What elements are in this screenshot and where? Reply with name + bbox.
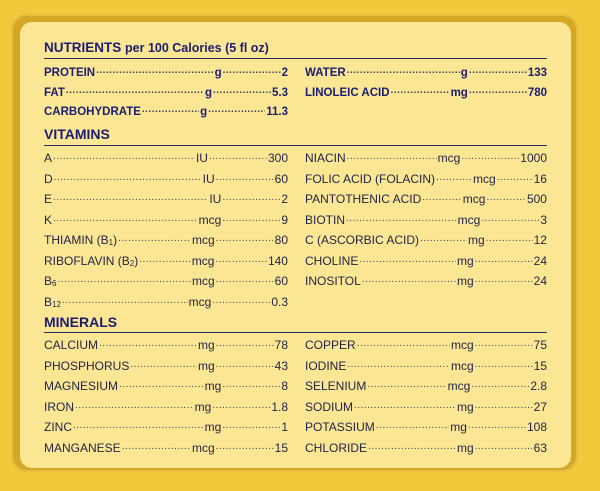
nutrient-row <box>305 416 547 434</box>
dot-leader <box>475 274 533 286</box>
nutrient-value: 2 <box>281 67 288 79</box>
dot-leader <box>357 338 450 350</box>
dot-leader <box>359 254 456 266</box>
dot-leader <box>216 359 274 371</box>
nutrient-row <box>44 334 288 352</box>
nutrient-value: 300 <box>267 151 288 165</box>
dot-leader <box>53 192 208 204</box>
nutrient-name-text: BIOTIN <box>305 212 346 227</box>
dot-leader <box>475 338 533 350</box>
nutrient-subscript: 2 <box>129 258 135 268</box>
nutrient-name <box>44 295 61 309</box>
nutrient-name <box>305 274 361 288</box>
divider-top <box>44 58 547 59</box>
nutrient-row <box>44 250 288 268</box>
nutrient-name <box>44 338 98 352</box>
nutrient-name <box>44 400 74 414</box>
nutrient-value: 780 <box>527 86 547 99</box>
nutrient-row <box>305 334 547 352</box>
dot-leader <box>391 85 450 97</box>
nutrient-name <box>44 379 118 393</box>
dot-leader <box>420 233 467 245</box>
nutrients-serving: per 100 Calories (5 fl oz) <box>125 41 269 55</box>
nutrient-value: 1.8 <box>271 399 288 414</box>
nutrient-row <box>44 396 288 414</box>
nutrient-unit: IU <box>202 171 215 186</box>
nutrient-row <box>44 61 288 79</box>
nutrient-row <box>44 168 288 186</box>
nutrient-name-text: CHLORIDE <box>305 441 368 455</box>
nutrient-row <box>44 375 288 393</box>
nutrient-name-text: B <box>44 274 53 288</box>
nutrient-unit: mcg <box>191 253 215 268</box>
dot-leader <box>139 254 191 266</box>
dot-leader <box>222 420 280 432</box>
nutrient-row <box>44 291 288 309</box>
nutrient-unit: mg <box>456 274 474 288</box>
nutrient-name-text: IRON <box>44 399 74 414</box>
nutrient-value: 60 <box>274 274 288 288</box>
nutrient-value: 108 <box>526 420 547 435</box>
dot-leader <box>209 151 267 163</box>
dot-leader <box>96 65 213 77</box>
dot-leader <box>53 213 198 225</box>
dot-leader <box>73 420 204 432</box>
nutrient-unit: mg <box>456 399 474 414</box>
nutrient-unit: mcg <box>450 338 474 352</box>
dot-leader <box>130 359 197 371</box>
nutrient-row <box>305 209 547 227</box>
nutrient-row <box>305 81 547 99</box>
nutrient-unit: mg <box>204 420 222 435</box>
nutrient-unit: g <box>204 86 212 99</box>
nutrient-name-suffix: ) <box>134 253 139 268</box>
nutrient-name <box>44 359 129 373</box>
dot-leader <box>347 151 437 163</box>
nutrient-name-text: ZINC <box>44 420 72 435</box>
nutrient-name-text: CARBOHYDRATE <box>44 106 141 118</box>
nutrient-name-text: THIAMIN (B <box>44 233 109 247</box>
dot-leader <box>142 104 199 116</box>
nutrient-name <box>44 67 95 79</box>
dot-leader <box>216 338 274 350</box>
nutrient-value: 1 <box>281 420 288 435</box>
nutrient-subscript: 12 <box>52 299 61 309</box>
nutrient-row <box>44 270 288 288</box>
dot-leader <box>75 400 194 412</box>
nutrient-unit: mg <box>450 420 467 435</box>
nutrient-value: 16 <box>533 171 547 186</box>
nutrient-value: 2.8 <box>530 379 547 394</box>
dot-leader <box>481 213 539 225</box>
nutrient-name <box>305 254 358 268</box>
dot-leader <box>119 379 204 391</box>
dot-leader <box>222 213 280 225</box>
nutrient-unit: mcg <box>191 441 215 455</box>
nutrient-row <box>44 355 288 373</box>
nutrient-subscript: 1 <box>108 238 114 247</box>
nutrient-unit: mg <box>204 379 222 394</box>
nutrient-row <box>305 188 547 206</box>
nutrient-name <box>305 213 345 227</box>
dot-leader <box>422 192 462 204</box>
dot-leader <box>367 379 446 391</box>
nutrient-value: 0.3 <box>271 294 288 309</box>
nutrient-name-text: K <box>44 212 53 227</box>
vitamins-heading: VITAMINS <box>44 126 110 142</box>
nutrient-value: 63 <box>533 441 547 455</box>
dot-leader <box>99 338 197 350</box>
nutrient-name <box>44 441 121 455</box>
divider-minerals <box>44 332 547 333</box>
nutrient-unit: mcg <box>191 274 215 288</box>
dot-leader <box>376 420 450 432</box>
nutrient-name-text: CALCIUM <box>44 338 99 352</box>
nutrient-name-text: SELENIUM <box>305 379 367 394</box>
nutrient-name <box>305 233 419 247</box>
nutrient-name-text: RIBOFLAVIN (B <box>44 253 130 268</box>
nutrient-unit: IU <box>195 151 208 165</box>
dot-leader <box>216 172 274 184</box>
nutrient-row <box>305 396 547 414</box>
nutrient-name-text: MANGANESE <box>44 441 121 455</box>
nutrient-name-text: WATER <box>305 67 346 79</box>
dot-leader <box>461 151 519 163</box>
nutrient-subscript: 6 <box>52 279 57 288</box>
nutrient-row <box>305 61 547 79</box>
nutrient-value: 43 <box>274 358 288 373</box>
nutrient-value: 60 <box>274 171 288 186</box>
nutrient-value: 24 <box>533 274 547 288</box>
dot-leader <box>216 274 274 286</box>
nutrient-unit: mcg <box>198 212 222 227</box>
dot-leader <box>436 172 472 184</box>
nutrient-name-text: PANTOTHENIC ACID <box>305 192 422 206</box>
nutrient-unit: IU <box>209 192 222 206</box>
nutrient-name-text: B <box>44 294 53 309</box>
nutrient-row <box>305 270 547 288</box>
nutrient-value: 12 <box>533 233 547 247</box>
nutrient-row <box>44 437 288 455</box>
dot-leader <box>212 400 270 412</box>
dot-leader <box>346 213 457 225</box>
nutrient-name <box>305 87 390 99</box>
dot-leader <box>118 233 191 245</box>
nutrient-row <box>305 355 547 373</box>
nutrient-value: 3 <box>540 212 547 227</box>
nutrient-row <box>305 375 547 393</box>
nutrient-unit: g <box>200 106 208 118</box>
nutrient-name-text: MAGNESIUM <box>44 379 119 394</box>
nutrient-row <box>305 437 547 455</box>
nutrient-unit: mcg <box>472 171 496 186</box>
nutrient-name <box>44 106 141 118</box>
nutrient-value: 11.3 <box>266 106 288 118</box>
nutrient-name-text: INOSITOL <box>305 274 361 288</box>
nutrient-row <box>44 209 288 227</box>
dot-leader <box>468 420 526 432</box>
dot-leader <box>212 295 270 307</box>
dot-leader <box>471 379 529 391</box>
nutrient-row <box>44 229 288 247</box>
dot-leader <box>354 400 456 412</box>
divider-vitamins <box>44 145 547 146</box>
nutrient-unit: mg <box>194 399 212 414</box>
nutrient-unit: mg <box>197 338 215 352</box>
nutrient-row <box>305 168 547 186</box>
dot-leader <box>222 379 280 391</box>
nutrient-name-text: LINOLEIC ACID <box>305 86 390 99</box>
nutrient-unit: mg <box>456 253 474 268</box>
nutrient-row <box>44 81 288 99</box>
nutrient-name <box>305 400 353 414</box>
nutrient-name <box>305 359 346 373</box>
nutrient-unit: mg <box>197 358 215 373</box>
nutrient-value: 9 <box>281 212 288 227</box>
nutrient-value: 8 <box>281 379 288 394</box>
dot-leader <box>347 65 460 77</box>
nutrient-unit: g <box>460 67 468 79</box>
dot-leader <box>62 295 188 307</box>
nutrient-name <box>44 420 72 434</box>
dot-leader <box>469 65 527 77</box>
dot-leader <box>213 85 271 97</box>
dot-leader <box>475 441 533 453</box>
nutrient-unit: mcg <box>457 212 481 227</box>
dot-leader <box>368 441 456 453</box>
nutrient-name-text: E <box>44 192 53 206</box>
nutrient-name-text: C (ASCORBIC ACID) <box>305 233 420 247</box>
dot-leader <box>475 400 533 412</box>
nutrient-name-text: D <box>44 171 53 186</box>
nutrient-name-text: SODIUM <box>305 399 353 414</box>
nutrient-name <box>305 172 435 186</box>
minerals-heading: MINERALS <box>44 314 118 330</box>
nutrient-name <box>305 192 421 206</box>
nutrient-unit: mcg <box>437 151 461 165</box>
nutrient-unit: mg <box>467 233 485 247</box>
nutrient-value: 1000 <box>520 151 547 165</box>
dot-leader <box>216 441 274 453</box>
nutrient-value: 24 <box>533 253 547 268</box>
dot-leader <box>486 233 533 245</box>
nutrient-name-text: FAT <box>44 86 65 99</box>
nutrient-name <box>44 254 138 268</box>
dot-leader <box>54 172 202 184</box>
nutrient-value: 140 <box>267 253 288 268</box>
nutrient-name <box>305 67 346 79</box>
nutrient-name-text: POTASSIUM <box>305 420 375 435</box>
dot-leader <box>216 233 274 245</box>
nutrient-name <box>44 213 52 227</box>
nutrient-name-text: IODINE <box>305 358 347 373</box>
nutrient-value: 27 <box>533 399 547 414</box>
nutrient-name <box>305 420 375 434</box>
nutrient-unit: mg <box>456 441 474 455</box>
nutrient-value: 15 <box>274 441 288 455</box>
nutrient-unit: mcg <box>447 379 471 394</box>
nutrient-value: 15 <box>533 358 547 373</box>
nutrient-name <box>44 151 52 165</box>
nutrient-row <box>44 416 288 434</box>
nutrient-name-text: COPPER <box>305 338 356 352</box>
nutrient-name-text: FOLIC ACID (FOLACIN) <box>305 171 436 186</box>
nutrient-value: 500 <box>526 192 547 206</box>
nutrient-row <box>44 100 288 118</box>
dot-leader <box>497 172 533 184</box>
nutrients-word: NUTRIENTS <box>44 40 122 55</box>
dot-leader <box>486 192 526 204</box>
nutrient-value: 133 <box>527 67 547 79</box>
nutrients-heading <box>44 40 269 55</box>
nutrient-value: 80 <box>274 233 288 247</box>
nutrient-name <box>305 151 346 165</box>
dot-leader <box>223 65 281 77</box>
nutrient-name-text: CHOLINE <box>305 253 359 268</box>
nutrient-row <box>44 188 288 206</box>
dot-leader <box>122 441 191 453</box>
nutrient-value: 75 <box>533 338 547 352</box>
nutrient-row <box>305 147 547 165</box>
nutrient-name <box>44 172 53 186</box>
nutrient-name-suffix: ) <box>113 233 118 247</box>
dot-leader <box>57 274 191 286</box>
nutrient-row <box>305 229 547 247</box>
nutrient-name-text: PROTEIN <box>44 67 96 79</box>
nutrient-unit: mcg <box>191 233 215 247</box>
nutrient-row <box>44 147 288 165</box>
dot-leader <box>469 85 527 97</box>
dot-leader <box>66 85 204 97</box>
dot-leader <box>53 151 195 163</box>
nutrient-name-text: PHOSPHORUS <box>44 358 130 373</box>
nutrient-row <box>305 250 547 268</box>
nutrient-unit: mg <box>450 86 468 99</box>
nutrient-name <box>305 338 356 352</box>
dot-leader <box>222 192 280 204</box>
nutrient-name <box>44 192 52 206</box>
nutrient-value: 78 <box>274 338 288 352</box>
nutrient-name <box>44 87 65 99</box>
dot-leader <box>215 254 267 266</box>
dot-leader <box>208 104 265 116</box>
nutrient-name-text: NIACIN <box>305 151 346 165</box>
nutrient-unit: mcg <box>462 192 486 206</box>
nutrient-name-text: A <box>44 151 53 165</box>
nutrient-unit: mcg <box>450 358 474 373</box>
dot-leader <box>475 359 533 371</box>
dot-leader <box>362 274 456 286</box>
nutrient-name <box>44 233 117 247</box>
nutrient-value: 2 <box>281 192 288 206</box>
nutrient-value: 5.3 <box>272 86 288 99</box>
nutrient-name <box>305 441 367 455</box>
nutrient-unit: mcg <box>188 294 212 309</box>
dot-leader <box>475 254 533 266</box>
nutrient-name <box>44 274 56 288</box>
nutrient-unit: g <box>214 67 222 79</box>
nutrient-name <box>305 379 366 393</box>
dot-leader <box>347 359 450 371</box>
